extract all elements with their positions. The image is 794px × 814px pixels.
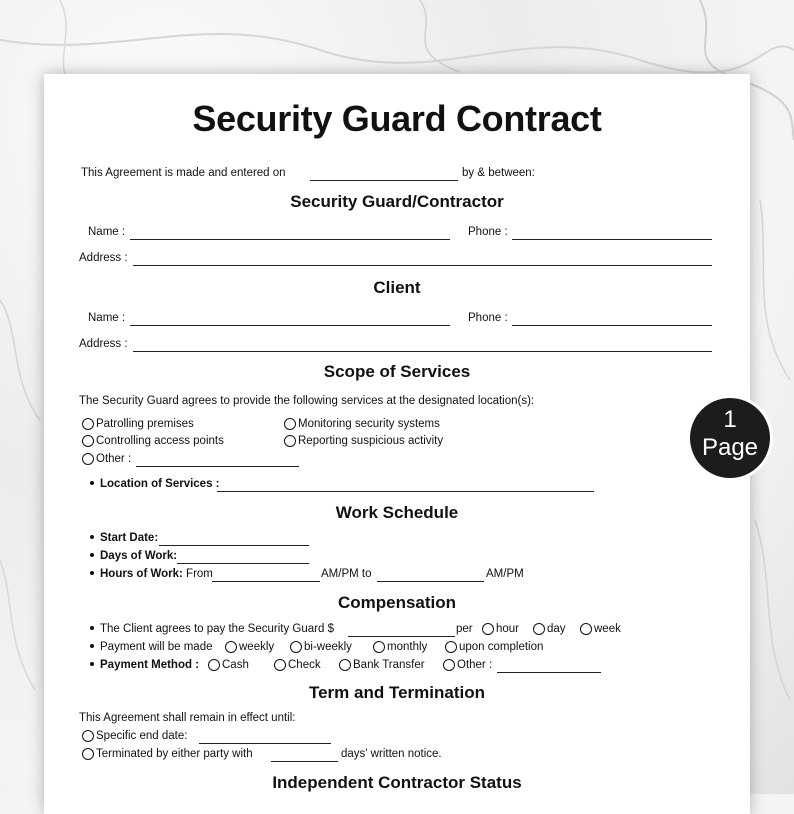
intro-prefix: This Agreement is made and entered on bbox=[81, 167, 286, 179]
agreement-date-field[interactable] bbox=[310, 180, 458, 181]
pay-amount-field[interactable] bbox=[348, 636, 455, 637]
contract-page bbox=[44, 74, 750, 814]
option-patrolling[interactable] bbox=[82, 418, 194, 430]
method-check[interactable]: Check bbox=[274, 659, 321, 671]
days-field[interactable] bbox=[177, 563, 309, 564]
radio-circle-icon[interactable] bbox=[290, 641, 302, 653]
radio-circle-icon[interactable] bbox=[284, 435, 296, 447]
guard-address-label: Address : bbox=[79, 252, 128, 264]
term-intro: This Agreement shall remain in effect until: bbox=[79, 712, 296, 724]
scope-intro: The Security Guard agrees to provide the following services at the designated location(s): bbox=[79, 395, 535, 407]
option-label: Reporting suspicious activity bbox=[298, 435, 444, 447]
hours-from-field[interactable] bbox=[212, 581, 320, 582]
radio-circle-icon[interactable] bbox=[225, 641, 237, 653]
client-address-label: Address : bbox=[79, 338, 128, 350]
badge-number: 1 bbox=[723, 406, 737, 433]
option-other[interactable] bbox=[82, 453, 131, 465]
option-label: Other : bbox=[96, 453, 132, 465]
unit-week[interactable]: week bbox=[580, 623, 621, 635]
end-date-field[interactable] bbox=[199, 743, 331, 744]
client-phone-field[interactable] bbox=[512, 325, 712, 326]
payment-method-label: Payment Method : bbox=[90, 659, 199, 671]
start-date-field[interactable] bbox=[159, 545, 309, 546]
days-label: Days of Work: bbox=[90, 550, 177, 562]
radio-circle-icon[interactable] bbox=[284, 418, 296, 430]
schedule-heading: Work Schedule bbox=[335, 503, 459, 522]
independent-heading: Independent Contractor Status bbox=[272, 773, 522, 792]
radio-circle-icon[interactable] bbox=[82, 418, 94, 430]
bullet-icon bbox=[90, 481, 94, 485]
client-address-field[interactable] bbox=[133, 351, 712, 352]
client-name-label: Name : bbox=[88, 312, 126, 324]
bullet-icon bbox=[90, 662, 94, 666]
bullet-icon bbox=[90, 626, 94, 630]
bullet-icon bbox=[90, 571, 94, 575]
bullet-icon bbox=[90, 553, 94, 557]
bullet-icon bbox=[90, 644, 94, 648]
radio-circle-icon[interactable] bbox=[274, 659, 286, 671]
guard-phone-label: Phone : bbox=[468, 226, 508, 238]
location-label: Location of Services : bbox=[90, 478, 220, 490]
freq-weekly[interactable]: weekly bbox=[225, 641, 274, 653]
radio-circle-icon[interactable] bbox=[82, 453, 94, 465]
radio-circle-icon[interactable] bbox=[373, 641, 385, 653]
badge-label: Page bbox=[701, 434, 759, 461]
location-field[interactable] bbox=[217, 491, 594, 492]
intro-suffix: by & between: bbox=[462, 167, 535, 179]
start-date-label: Start Date: bbox=[90, 532, 158, 544]
guard-phone-field[interactable] bbox=[512, 239, 712, 240]
option-label: Controlling access points bbox=[96, 435, 224, 447]
per-label: per bbox=[456, 623, 473, 635]
radio-circle-icon[interactable] bbox=[208, 659, 220, 671]
radio-circle-icon[interactable] bbox=[445, 641, 457, 653]
hours-to-field[interactable] bbox=[377, 581, 484, 582]
term-terminated-option[interactable]: Terminated by either party with bbox=[82, 748, 253, 760]
guard-heading: Security Guard/Contractor bbox=[290, 192, 504, 211]
option-label: Patrolling premises bbox=[96, 418, 194, 430]
guard-address-field[interactable] bbox=[133, 265, 712, 266]
radio-circle-icon[interactable] bbox=[533, 623, 545, 635]
client-phone-label: Phone : bbox=[468, 312, 508, 324]
radio-circle-icon[interactable] bbox=[443, 659, 455, 671]
term-heading: Term and Termination bbox=[308, 683, 485, 702]
method-bank-transfer[interactable]: Bank Transfer bbox=[339, 659, 425, 671]
scope-other-field[interactable] bbox=[136, 466, 299, 467]
pay-text: The Client agrees to pay the Security Guard $ bbox=[90, 623, 334, 635]
unit-hour[interactable]: hour bbox=[482, 623, 519, 635]
ampm-to-label: AM/PM to bbox=[321, 568, 372, 580]
option-reporting[interactable] bbox=[284, 435, 443, 447]
payment-made-text: Payment will be made bbox=[90, 641, 213, 653]
freq-biweekly[interactable]: bi-weekly bbox=[290, 641, 352, 653]
scope-heading: Scope of Services bbox=[323, 362, 471, 381]
compensation-heading: Compensation bbox=[337, 593, 457, 612]
page-count-badge bbox=[690, 398, 770, 478]
freq-upon-completion[interactable]: upon completion bbox=[445, 641, 543, 653]
method-other-field[interactable] bbox=[497, 672, 601, 673]
client-name-field[interactable] bbox=[130, 325, 450, 326]
method-cash[interactable]: Cash bbox=[208, 659, 249, 671]
radio-circle-icon[interactable] bbox=[482, 623, 494, 635]
notice-days-field[interactable] bbox=[271, 761, 338, 762]
guard-name-label: Name : bbox=[88, 226, 126, 238]
option-label: Monitoring security systems bbox=[298, 418, 440, 430]
client-heading: Client bbox=[373, 278, 421, 297]
hours-row: Hours of Work: From bbox=[90, 568, 213, 580]
term-terminated-suffix: days' written notice. bbox=[341, 748, 442, 760]
option-monitoring[interactable] bbox=[284, 418, 440, 430]
radio-circle-icon[interactable] bbox=[82, 730, 94, 742]
term-specific-option[interactable]: Specific end date: bbox=[82, 730, 187, 742]
radio-circle-icon[interactable] bbox=[339, 659, 351, 671]
freq-monthly[interactable]: monthly bbox=[373, 641, 427, 653]
radio-circle-icon[interactable] bbox=[82, 748, 94, 760]
method-other[interactable]: Other : bbox=[443, 659, 492, 671]
option-access[interactable] bbox=[82, 435, 224, 447]
guard-name-field[interactable] bbox=[130, 239, 450, 240]
unit-day[interactable]: day bbox=[533, 623, 566, 635]
radio-circle-icon[interactable] bbox=[82, 435, 94, 447]
radio-circle-icon[interactable] bbox=[580, 623, 592, 635]
bullet-icon bbox=[90, 535, 94, 539]
page-title: Security Guard Contract bbox=[192, 98, 602, 139]
ampm-label: AM/PM bbox=[486, 568, 524, 580]
